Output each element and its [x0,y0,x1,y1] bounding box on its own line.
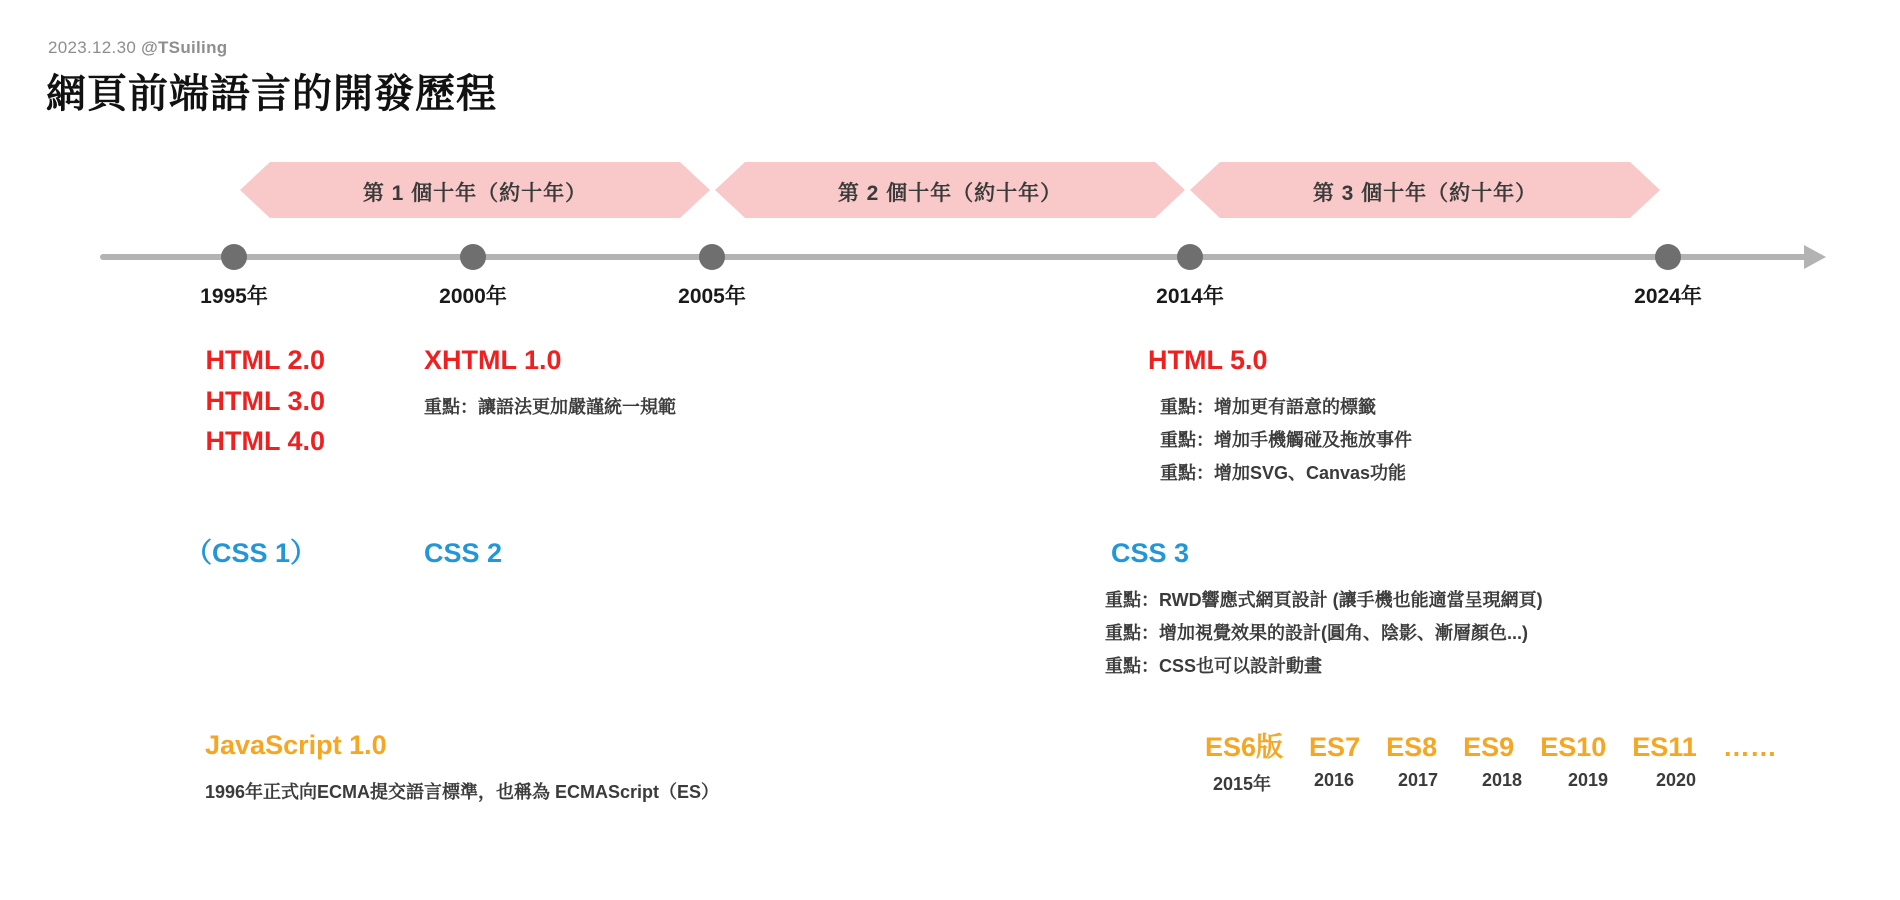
decade-band-2 [715,162,1185,218]
css2-title: CSS 2 [424,538,503,568]
es-year-2: 2017 [1397,770,1439,790]
es-version-1: ES7 [1309,732,1361,762]
javascript-title: JavaScript 1.0 [205,730,387,760]
html-3-label: HTML 3.0 [205,385,325,416]
es-year-3: 2018 [1481,770,1523,790]
es-version-5: ES11 [1632,732,1697,762]
html-group-2000 [424,340,676,424]
decade-label-2: 第 2 個十年（約十年） [837,182,1063,205]
date-label: 2023.12.30 [48,38,137,57]
xhtml-title: XHTML 1.0 [424,345,562,375]
html5-note-2: 重點：增加手機觸碰及拖放事件 [1160,429,1412,450]
es-version-4: ES10 [1540,732,1607,762]
es-year-row [1205,770,1707,796]
year-label-2014: 2014年 [1156,285,1224,308]
css-group-2014 [1105,533,1543,683]
html-group-2014 [1148,340,1412,490]
timeline-dot-1995 [221,244,247,270]
year-label-2005: 2005年 [678,285,746,308]
html-group-1995 [110,340,325,462]
page-title: 網頁前端語言的開發歷程 [46,72,497,116]
css3-note-3: 重點：CSS也可以設計動畫 [1105,656,1323,677]
css-group-2000 [424,533,502,574]
es-year-1: 2016 [1313,770,1355,790]
timeline-axis [100,254,1810,260]
timeline-dot-2005 [699,244,725,270]
decade-label-3: 第 3 個十年（約十年） [1312,182,1538,205]
html-4-label: HTML 4.0 [205,426,325,456]
html-2-label: HTML 2.0 [205,345,325,375]
timeline-dot-2000 [460,244,486,270]
es-version-row [1205,725,1777,764]
html5-note-3: 重點：增加SVG、Canvas功能 [1160,463,1407,484]
timeline-dot-2024 [1655,244,1681,270]
es-version-3: ES9 [1463,732,1515,762]
html5-note-1: 重點：增加更有語意的標籤 [1160,396,1376,417]
author-handle: @TSuiling [141,38,228,57]
es-year-4: 2019 [1567,770,1609,790]
year-label-2000: 2000年 [439,285,507,308]
es-version-0: ES6版 [1205,732,1284,762]
html5-title: HTML 5.0 [1148,345,1268,375]
timeline-arrow-icon [1804,245,1826,269]
css3-title: CSS 3 [1111,538,1190,568]
meta-line [48,38,227,58]
xhtml-note: 重點：讓語法更加嚴謹統一規範 [424,396,676,417]
css-group-1995 [185,533,317,574]
css3-note-1: 重點：RWD響應式網頁設計 (讓手機也能適當呈現網頁) [1105,589,1543,610]
js-group-1996 [205,725,719,809]
es-version-2: ES8 [1386,732,1438,762]
year-label-2024: 2024年 [1634,285,1702,308]
decade-band-3 [1190,162,1660,218]
css1-title: （CSS 1） [185,538,318,568]
es-year-5: 2020 [1655,770,1697,790]
year-label-1995: 1995年 [200,285,268,308]
decade-label-1: 第 1 個十年（約十年） [362,182,588,205]
decade-band-1 [240,162,710,218]
es-year-0: 2015年 [1212,774,1272,794]
css3-note-2: 重點：增加視覺效果的設計(圓角、陰影、漸層顏色...) [1105,622,1528,643]
javascript-note: 1996年正式向ECMA提交語言標準，也稱為 ECMAScript（ES） [205,781,720,802]
timeline-dot-2014 [1177,244,1203,270]
es-version-ellipsis: …… [1722,732,1777,762]
